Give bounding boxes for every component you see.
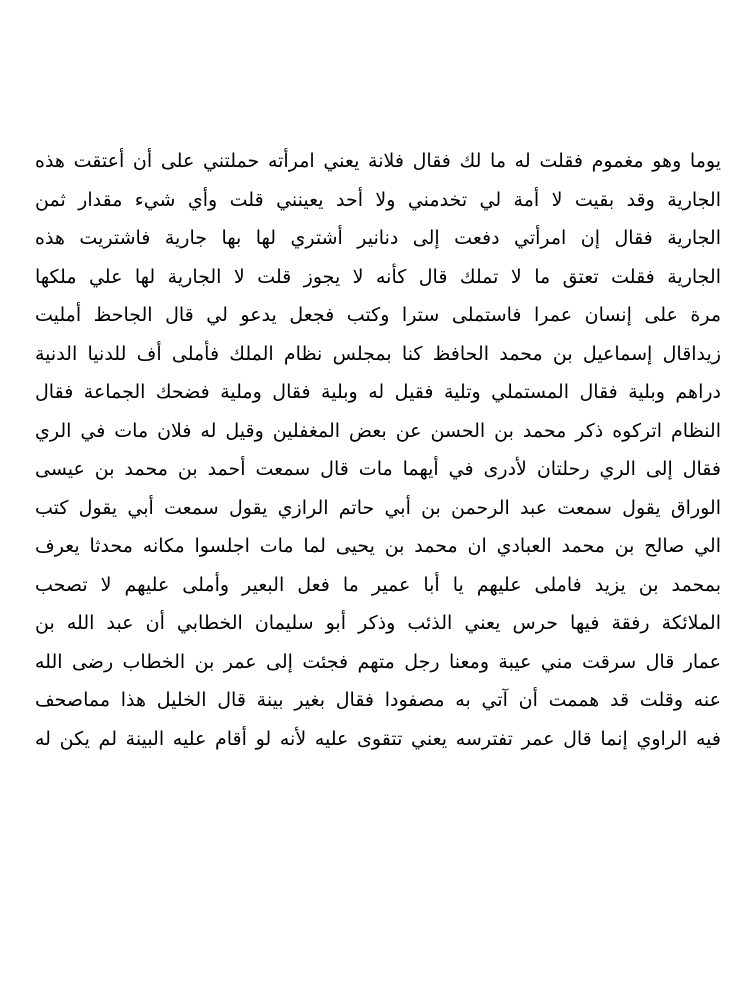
text-line: دراهم وبلية فقال المستملي وتلية فقيل له وبلية فقال وملية فضحك الجماعة فقال (35, 381, 721, 403)
text-line: عمار قال سرقت مني عيبة ومعنا رجل متهم فجئت إلى عمر بن الخطاب رضى الله (35, 650, 721, 673)
text-line: الجارية وقد بقيت لا أمة لي تخدمني ولا أحد يعينني قلت وأي شيء مقدار ثمن (35, 188, 721, 211)
text-line: الي صالح بن محمد العبادي ان محمد بن يحيى لما مات اجلسوا مكانه محدثا يعرف (35, 535, 721, 557)
text-line: الوراق يقول سمعت عبد الرحمن بن أبي حاتم الرازي يقول سمعت أبي يقول كتب (35, 496, 721, 519)
text-line: عنه وقلت قد هممت أن آتي به مصفودا فقال بغير بينة قال الخليل هذا مماصحف (35, 689, 721, 711)
text-line: فيه الراوي إنما قال عمر تفترسه يعني تتقوى عليه لأنه لو أقام عليه البينة لم يكن له (35, 727, 721, 750)
text-line: مرة على إنسان عمرا فاستملى سترا وكتب فجعل يدعو لي قال الجاحظ أمليت (35, 304, 721, 326)
text-line: زيداقال إسماعيل بن محمد الحافظ كنا بمجلس نظام الملك فأملى أف للدنيا الدنية (35, 342, 721, 365)
text-line: فقال إلى الري رحلتان لأدرى في أيهما مات قال سمعت أحمد بن محمد بن عيسى (35, 458, 721, 480)
text-line: الجارية فقلت تعتق ما لا تملك قال كأنه لا يجوز قلت لا الجارية لها علي ملكها (35, 265, 721, 288)
text-line: النظام اتركوه ذكر محمد بن الحسن عن بعض المغفلين وقيل له فلان مات في الري (35, 419, 721, 442)
text-line: بمحمد بن يزيد فاملى عليهم يا أبا عمير ما فعل البعير وأملى عليهم لا تصحب (35, 573, 721, 596)
text-line: الملائكة رفقة فيها حرس يعني الذئب وذكر أبو سليمان الخطابي أن عبد الله بن (35, 612, 721, 634)
text-line: الجارية فقال إن امرأتي دفعت إلى دنانير أشتري لها بها جارية فاشتريت هذه (35, 227, 721, 249)
text-line: يوما وهو مغموم فقلت له ما لك فقال فلانة يعني امرأته حملتني على أن أعتقت هذه (35, 150, 721, 172)
arabic-text-body (35, 142, 721, 758)
